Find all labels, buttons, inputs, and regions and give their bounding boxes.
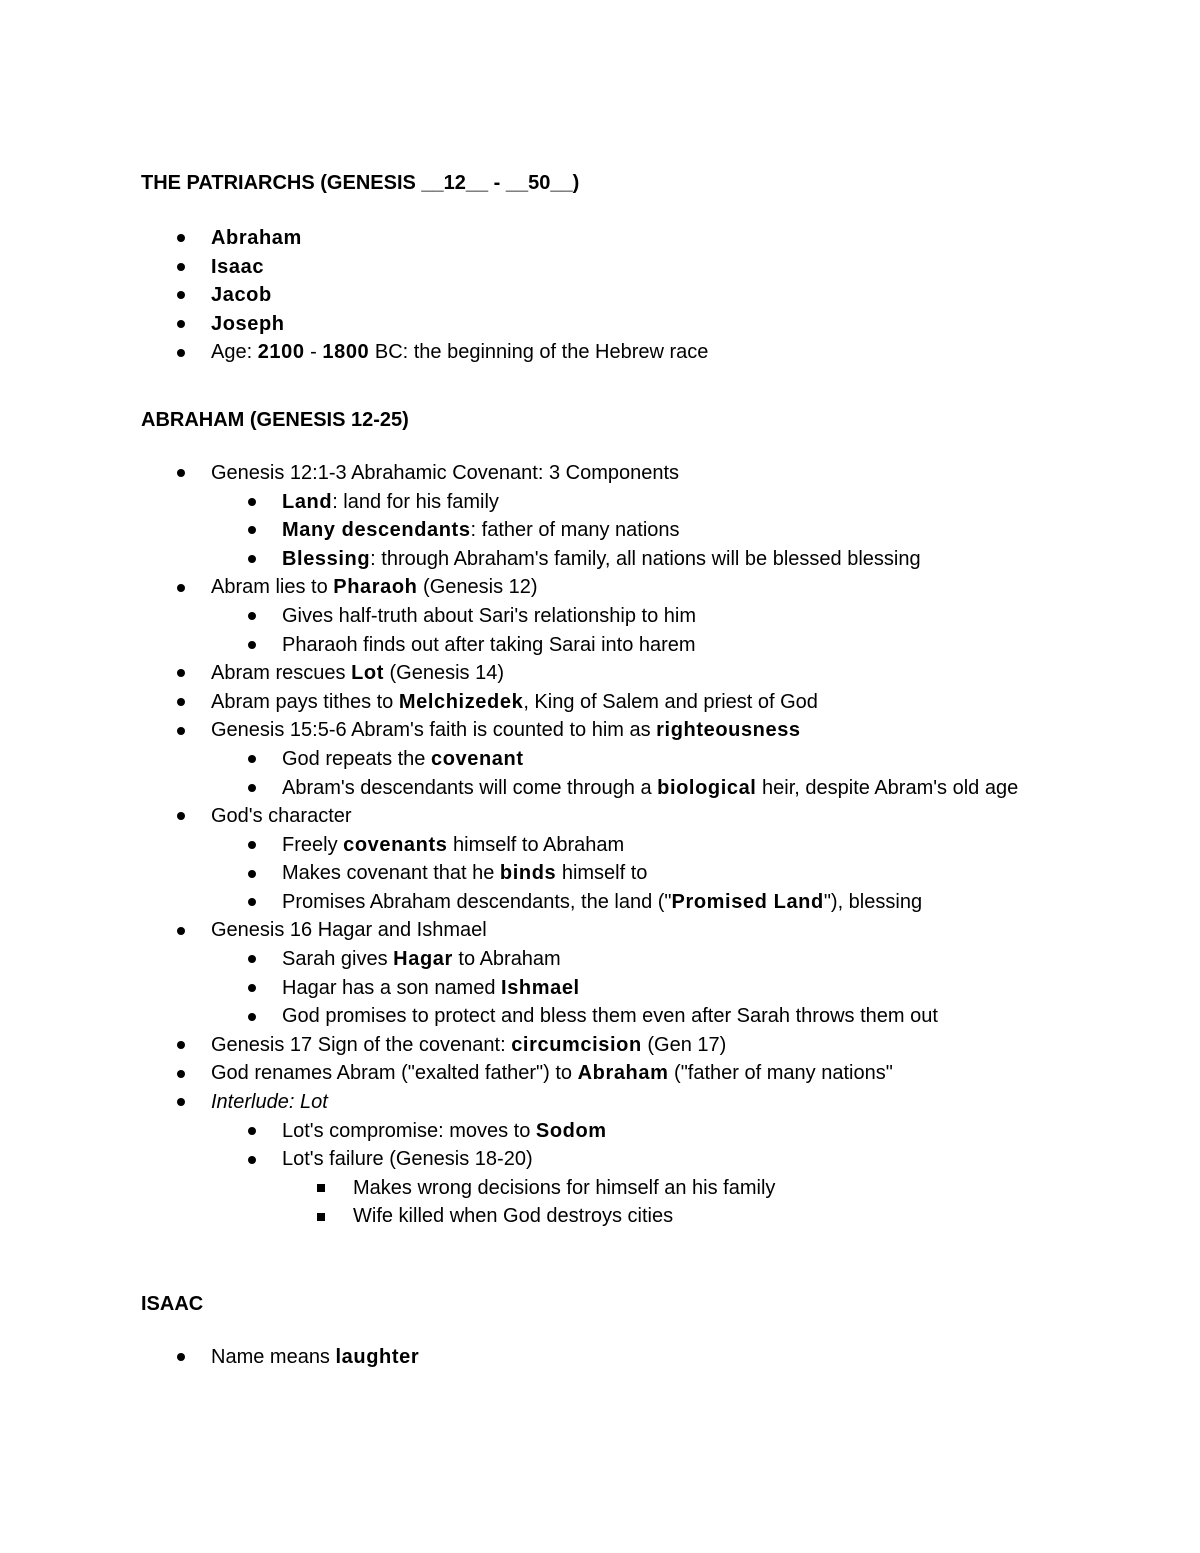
- list-item: Sarah gives Hagar to Abraham: [141, 945, 1141, 974]
- bullet-square-icon: [317, 1202, 325, 1231]
- list-item: Abram's descendants will come through a biological heir, despite Abram's old age: [141, 774, 1141, 803]
- list-item: God renames Abram ("exalted father") to Abraham ("father of many nations": [141, 1059, 1141, 1088]
- list-item: God repeats the covenant: [141, 745, 1141, 774]
- bullet-dot-icon: [248, 974, 256, 1003]
- bullet-dot-icon: [248, 831, 256, 860]
- list-item: Joseph: [141, 310, 1141, 339]
- list-item: Interlude: Lot: [141, 1088, 1141, 1117]
- bullet-dot-icon: [248, 516, 256, 545]
- list-item: Abram lies to Pharaoh (Genesis 12): [141, 573, 1141, 602]
- list-item: Abram rescues Lot (Genesis 14): [141, 659, 1141, 688]
- bullet-dot-icon: [177, 916, 185, 945]
- bullet-dot-icon: [248, 1117, 256, 1146]
- list-item: Blessing: through Abraham's family, all nations will be blessed blessing: [141, 545, 1141, 574]
- bullet-dot-icon: [248, 774, 256, 803]
- list-item: Promises Abraham descendants, the land ("Promised Land"), blessing: [141, 888, 1141, 917]
- bullet-dot-icon: [177, 281, 185, 310]
- abraham-list: [141, 459, 1141, 1231]
- bullet-dot-icon: [177, 573, 185, 602]
- bullet-dot-icon: [177, 338, 185, 367]
- list-item: Wife killed when God destroys cities: [141, 1202, 1141, 1231]
- bullet-dot-icon: [177, 1343, 185, 1372]
- section-heading-isaac: ISAAC: [141, 1293, 204, 1315]
- list-item: God's character: [141, 802, 1141, 831]
- list-item: God promises to protect and bless them even after Sarah throws them out: [141, 1002, 1141, 1031]
- patriarchs-list: [141, 224, 1141, 367]
- bullet-dot-icon: [248, 631, 256, 660]
- list-item: Gives half-truth about Sari's relationship to him: [141, 602, 1141, 631]
- bullet-dot-icon: [177, 688, 185, 717]
- list-item: Isaac: [141, 253, 1141, 282]
- list-item: Genesis 12:1-3 Abrahamic Covenant: 3 Components: [141, 459, 1141, 488]
- bullet-square-icon: [317, 1174, 325, 1203]
- list-item: Hagar has a son named Ishmael: [141, 974, 1141, 1003]
- bullet-dot-icon: [177, 802, 185, 831]
- bullet-dot-icon: [248, 888, 256, 917]
- list-item: Genesis 15:5-6 Abram's faith is counted to him as righteousness: [141, 716, 1141, 745]
- bullet-dot-icon: [177, 716, 185, 745]
- list-item: Name means laughter: [141, 1343, 1141, 1372]
- bullet-dot-icon: [248, 1002, 256, 1031]
- bullet-dot-icon: [177, 1059, 185, 1088]
- list-item: Lot's compromise: moves to Sodom: [141, 1117, 1141, 1146]
- isaac-list: [141, 1343, 1141, 1372]
- section-heading-abraham: ABRAHAM (GENESIS 12-25): [141, 408, 409, 431]
- list-item: Makes wrong decisions for himself an his family: [141, 1174, 1141, 1203]
- bullet-dot-icon: [177, 1088, 185, 1117]
- list-item: Genesis 17 Sign of the covenant: circumcision (Gen 17): [141, 1031, 1141, 1060]
- bullet-dot-icon: [177, 310, 185, 339]
- bullet-dot-icon: [248, 1145, 256, 1174]
- list-item: Abraham: [141, 224, 1141, 253]
- bullet-dot-icon: [177, 659, 185, 688]
- list-item: Many descendants: father of many nations: [141, 516, 1141, 545]
- bullet-dot-icon: [177, 224, 185, 253]
- bullet-dot-icon: [248, 545, 256, 574]
- bullet-dot-icon: [248, 945, 256, 974]
- list-item: Abram pays tithes to Melchizedek, King of Salem and priest of God: [141, 688, 1141, 717]
- list-item-age: Age: 2100 - 1800 BC: the beginning of the Hebrew race: [141, 338, 1141, 367]
- bullet-dot-icon: [177, 1031, 185, 1060]
- list-item: Genesis 16 Hagar and Ishmael: [141, 916, 1141, 945]
- bullet-dot-icon: [248, 859, 256, 888]
- section-heading-patriarchs: THE PATRIARCHS (GENESIS __12__ - __50__): [141, 172, 580, 194]
- list-item: Land: land for his family: [141, 488, 1141, 517]
- list-item: Pharaoh finds out after taking Sarai into harem: [141, 631, 1141, 660]
- list-item: Jacob: [141, 281, 1141, 310]
- bullet-dot-icon: [248, 745, 256, 774]
- bullet-dot-icon: [177, 459, 185, 488]
- list-item: Makes covenant that he binds himself to: [141, 859, 1141, 888]
- bullet-dot-icon: [248, 602, 256, 631]
- list-item: Lot's failure (Genesis 18-20): [141, 1145, 1141, 1174]
- bullet-dot-icon: [248, 488, 256, 517]
- document-page: [141, 168, 1141, 1372]
- list-item: Freely covenants himself to Abraham: [141, 831, 1141, 860]
- bullet-dot-icon: [177, 253, 185, 282]
